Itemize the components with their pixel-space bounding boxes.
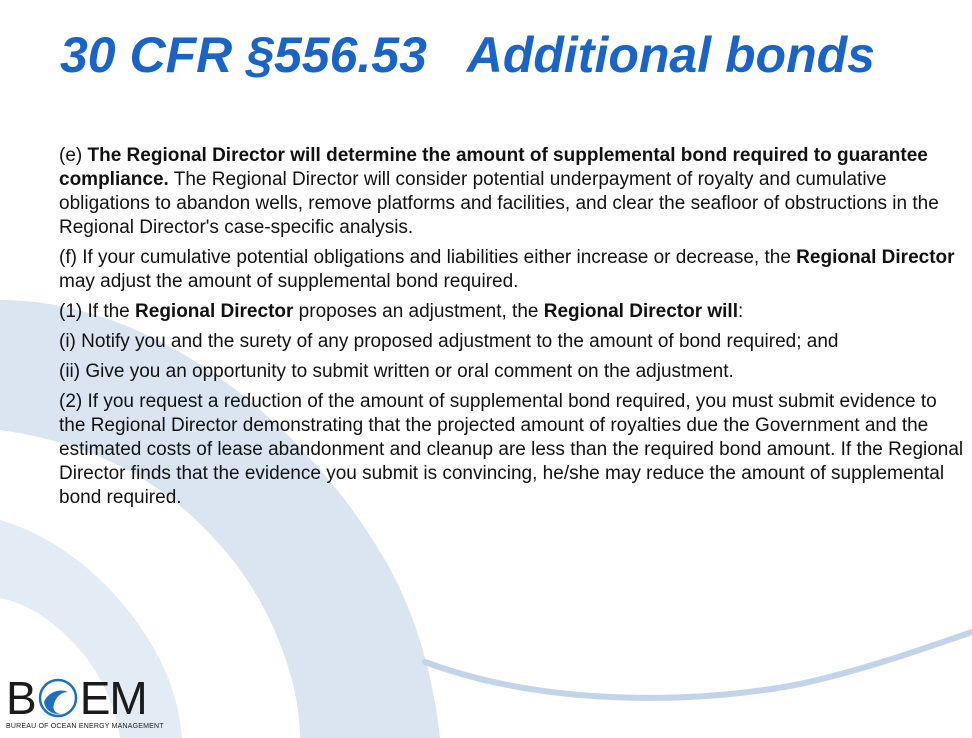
slide-title: 30 CFR §556.53 Additional bonds — [60, 27, 875, 83]
paragraph-f: (f) If your cumulative potential obligations and liabilities either increase or decrease, the Regional Director may adjust the amount of supplemental bond required. — [59, 247, 955, 292]
paragraph-1-bold-b: Regional Director will — [543, 301, 738, 322]
paragraph-e-bold: The Regional Director will determine the amount of supplemental bond required to guarantee compliance. — [59, 145, 928, 190]
body-text — [59, 144, 965, 516]
logo-o-wave-icon — [38, 678, 78, 718]
logo-letter-b: B — [6, 672, 36, 724]
logo-wordmark — [6, 672, 164, 724]
boem-logo — [6, 672, 164, 730]
paragraph-f-bold: Regional Director — [796, 247, 955, 268]
paragraph-i: (i) Notify you and the surety of any proposed adjustment to the amount of bond required; and — [59, 331, 839, 352]
paragraph-2: (2) If you request a reduction of the amount of supplemental bond required, you must submit evidence to the Regional Director demonstrating that the projected amount of royalties due the Government and the estimated costs of lease abandonment and cleanup are less than the required bond amount. If the Regional Director finds that the evidence you submit is convincing, he/she may reduce the amount of supplemental bond required. — [59, 391, 964, 508]
logo-letters-em: EM — [79, 672, 147, 724]
paragraph-ii: (ii) Give you an opportunity to submit written or oral comment on the adjustment. — [59, 361, 734, 382]
paragraph-e: (e) The Regional Director will determine the amount of supplemental bond required to guarantee compliance. The Regional Director will consider potential underpayment of royalty and cumulative obligations to abandon wells, remove platforms and facilities, and clear the seafloor of obstructions in the Regional Director's case-specific analysis. — [59, 145, 939, 238]
paragraph-1-bold-a: Regional Director — [135, 301, 294, 322]
swoosh-line — [425, 632, 972, 698]
paragraph-1: (1) If the Regional Director proposes an adjustment, the Regional Director will: — [59, 301, 744, 322]
logo-subtitle: BUREAU OF OCEAN ENERGY MANAGEMENT — [6, 723, 164, 730]
